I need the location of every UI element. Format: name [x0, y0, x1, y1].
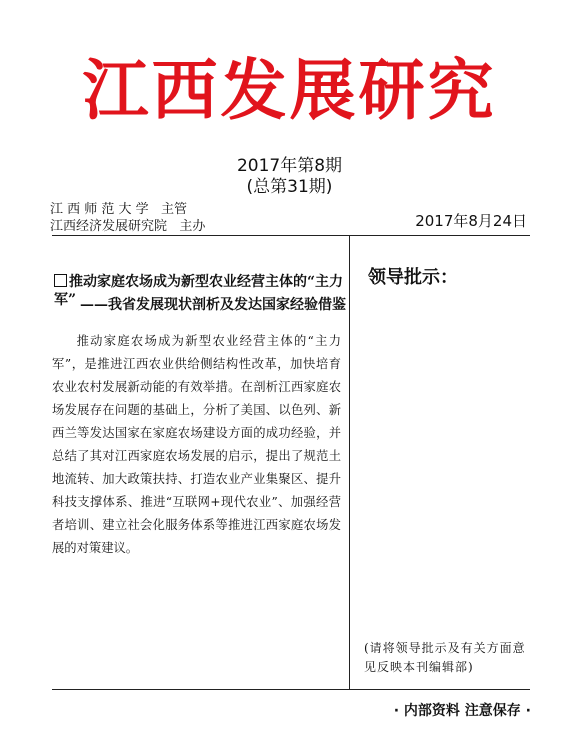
sponsor-line: 江西经济发展研究院 主办: [50, 219, 206, 234]
leader-instruction-note: (请将领导批示及有关方面意见反映本刊编辑部): [364, 641, 526, 674]
bottom-rule: [52, 689, 530, 690]
article-subtitle: ——我省发展现状剖析及发达国家经验借鉴: [80, 297, 346, 313]
masthead-title: 江西发展研究: [82, 52, 497, 129]
checkbox-icon: [54, 274, 67, 287]
issue-total: (总第31期): [246, 177, 333, 197]
article-abstract: 推动家庭农场成为新型农业经营主体的“主力军”，是推进江西农业供给侧结构性改革，加快培育农业农村发展新动能的有效举措。在剖析江西家庭农场发展存在问题的基础上，分析了美国、以色列、新西兰等发达国家在家庭农场建设方面的成功经验，并总结了其对江西家庭农场发展的启示，提出了规范土地流转、加大政策扶持、打造农业产业集聚区、提升科技支撑体系、推进“互联网+现代农业”、加强经营者培训、建立社会化服务体系等推进江西家庭农场发展的对策建议。: [52, 334, 341, 555]
issue-info: [0, 156, 579, 198]
supervisor-line: 江 西 师 范 大 学 主管: [50, 202, 188, 217]
publish-date: 2017年8月24日: [415, 212, 527, 230]
organization-info: [50, 201, 205, 235]
footer-notice: · 内部资料 注意保存 ·: [393, 703, 531, 719]
issue-number: 2017年第8期: [236, 156, 343, 176]
column-divider: [349, 236, 350, 689]
article-title-text: 推动家庭农场成为新型农业经营主体的“主力军”: [54, 274, 344, 308]
leader-instruction-label: 领导批示：: [368, 267, 458, 288]
top-rule: [52, 235, 530, 236]
